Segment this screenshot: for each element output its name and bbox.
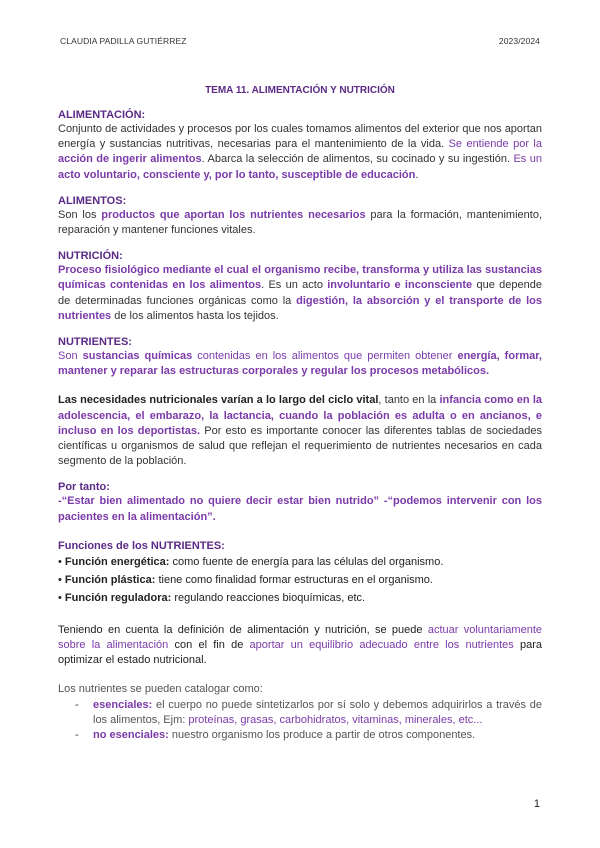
list-item bbox=[58, 589, 542, 607]
section-nutricion bbox=[58, 249, 542, 324]
heading-funciones: Funciones de los NUTRIENTES: bbox=[58, 539, 225, 552]
text: que depende de determinadas funciones orgánicas como la bbox=[58, 279, 542, 307]
section-alimentacion bbox=[58, 108, 542, 183]
item-label: Función energética: bbox=[64, 555, 170, 568]
text: con el fin de bbox=[168, 639, 250, 652]
section-por-tanto bbox=[58, 480, 542, 524]
section-teniendo bbox=[58, 623, 542, 669]
heading-alimentos: ALIMENTOS: bbox=[58, 194, 127, 207]
text-highlight: Es un bbox=[513, 153, 542, 166]
item-text: tiene como finalidad formar estructuras en el organismo. bbox=[155, 573, 433, 586]
list-item bbox=[58, 571, 542, 589]
page-number: 1 bbox=[533, 798, 540, 810]
text: . Abarca la selección de alimentos, su cocinado y su ingestión. bbox=[201, 153, 514, 166]
text-bold: acto voluntario, consciente y, por lo tanto, susceptible de educación bbox=[58, 168, 416, 181]
heading-alimentacion: ALIMENTACIÓN: bbox=[58, 109, 146, 121]
text-highlight: aportar un equilibrio adecuado entre los nutrientes bbox=[249, 639, 514, 652]
item-text: regulando reacciones bioquímicas, etc. bbox=[171, 591, 366, 604]
bullet: • bbox=[58, 591, 62, 604]
section-funciones bbox=[58, 539, 542, 607]
dash-mark: - bbox=[75, 729, 79, 742]
paragraph-necesidades bbox=[58, 393, 542, 469]
text-bold: sustancias químicas bbox=[82, 350, 193, 363]
item-text: el cuerpo no puede sintetizarlos por sí solo y debemos adquirirlos a través de los alimentos, Ejm: bbox=[93, 698, 542, 726]
section-nutrientes bbox=[58, 335, 542, 379]
text: Son los bbox=[58, 208, 102, 221]
text-bold: involuntario e inconsciente bbox=[327, 279, 473, 292]
heading-nutrientes: NUTRIENTES: bbox=[58, 336, 132, 349]
text: Por esto es importante conocer las diferentes tablas de sociedades científicas u organismos de salud que reflejan el requerimiento de nutrientes necesarios en cada segmento de la población. bbox=[58, 424, 542, 468]
text: . bbox=[415, 168, 419, 181]
text-bold: energía, formar, mantener y reparar las estructuras corporales y regular los procesos metabólicos. bbox=[58, 350, 542, 378]
item-text: nuestro organismo los produce a partir de otros componentes. bbox=[168, 729, 476, 742]
header-year: 2023/2024 bbox=[498, 36, 540, 46]
text-bold: infancia como en la adolescencia, el embarazo, la lactancia, cuando la población es adulta o en ancianos, e incluso en los deportistas. bbox=[58, 394, 543, 437]
text-highlight: actuar voluntariamente sobre la alimentación bbox=[58, 623, 542, 652]
section-catalogo bbox=[58, 682, 542, 743]
text-highlight: contenidas en los alimentos que permiten obtener bbox=[192, 350, 458, 363]
funciones-list bbox=[58, 553, 542, 607]
page-title: TEMA 11. ALIMENTACIÓN Y NUTRICIÓN bbox=[205, 85, 395, 96]
dash-mark: - bbox=[75, 698, 79, 711]
item-label: Función reguladora: bbox=[64, 591, 172, 604]
bullet: • bbox=[58, 573, 62, 586]
text: para optimizar el estado nutricional. bbox=[58, 639, 543, 667]
item-label: esenciales: bbox=[93, 698, 153, 711]
list-item bbox=[75, 698, 542, 728]
item-text: como fuente de energía para las células del organismo. bbox=[169, 555, 444, 568]
paragraph-teniendo bbox=[58, 623, 542, 669]
item-label: no esenciales: bbox=[93, 729, 169, 742]
text-bold: Las necesidades nutricionales varían a lo largo del ciclo vital bbox=[58, 394, 379, 407]
paragraph-alimentacion bbox=[58, 122, 542, 183]
text-highlight: Son bbox=[58, 350, 83, 363]
item-label: Función plástica: bbox=[64, 573, 156, 586]
section-necesidades bbox=[58, 393, 542, 469]
text: para la formación, mantenimiento, reparación y mantener funciones vitales. bbox=[58, 208, 543, 237]
text-bold: productos que aportan los nutrientes necesarios bbox=[101, 208, 366, 221]
text: de los alimentos hasta los tejidos. bbox=[111, 309, 279, 322]
catalogo-list bbox=[58, 698, 542, 744]
item-examples: proteínas, grasas, carbohidratos, vitaminas, minerales, etc... bbox=[188, 713, 483, 726]
document-body bbox=[58, 85, 542, 743]
section-alimentos bbox=[58, 194, 542, 238]
text-bold: digestión, la absorción y el transporte de los nutrientes bbox=[58, 294, 543, 322]
paragraph-alimentos bbox=[58, 208, 542, 238]
list-item bbox=[75, 728, 542, 743]
text: Teniendo en cuenta la definición de alimentación y nutrición, se puede bbox=[58, 623, 428, 636]
bullet: • bbox=[58, 555, 62, 568]
text: . Es un acto bbox=[261, 279, 328, 292]
paragraph-nutrientes bbox=[58, 349, 542, 379]
list-item bbox=[58, 553, 542, 571]
heading-nutricion: NUTRICIÓN: bbox=[58, 250, 123, 263]
text: , tanto en la bbox=[378, 394, 440, 407]
header-author: CLAUDIA PADILLA GUTIÉRREZ bbox=[60, 36, 187, 46]
paragraph-por-tanto: -“Estar bien alimentado no quiere decir estar bien nutrido” -“podemos intervenir con los pacientes en la alimentación”. bbox=[58, 495, 542, 523]
heading-por-tanto: Por tanto: bbox=[58, 481, 110, 494]
text-highlight: Se entiende por la bbox=[448, 138, 542, 151]
catalogo-intro: Los nutrientes se pueden catalogar como: bbox=[58, 683, 263, 696]
text-bold: Proceso fisiológico mediante el cual el organismo recibe, transforma y utiliza las sustancias químicas contenidas en los alimentos bbox=[58, 264, 542, 292]
text-bold: acción de ingerir alimentos bbox=[58, 153, 202, 166]
paragraph-nutricion bbox=[58, 263, 542, 324]
text: Conjunto de actividades y procesos por los cuales tomamos alimentos del exterior que nos aportan energía y sustancias nutritivas, necesarias para el mantenimiento de la vida. bbox=[58, 123, 542, 151]
